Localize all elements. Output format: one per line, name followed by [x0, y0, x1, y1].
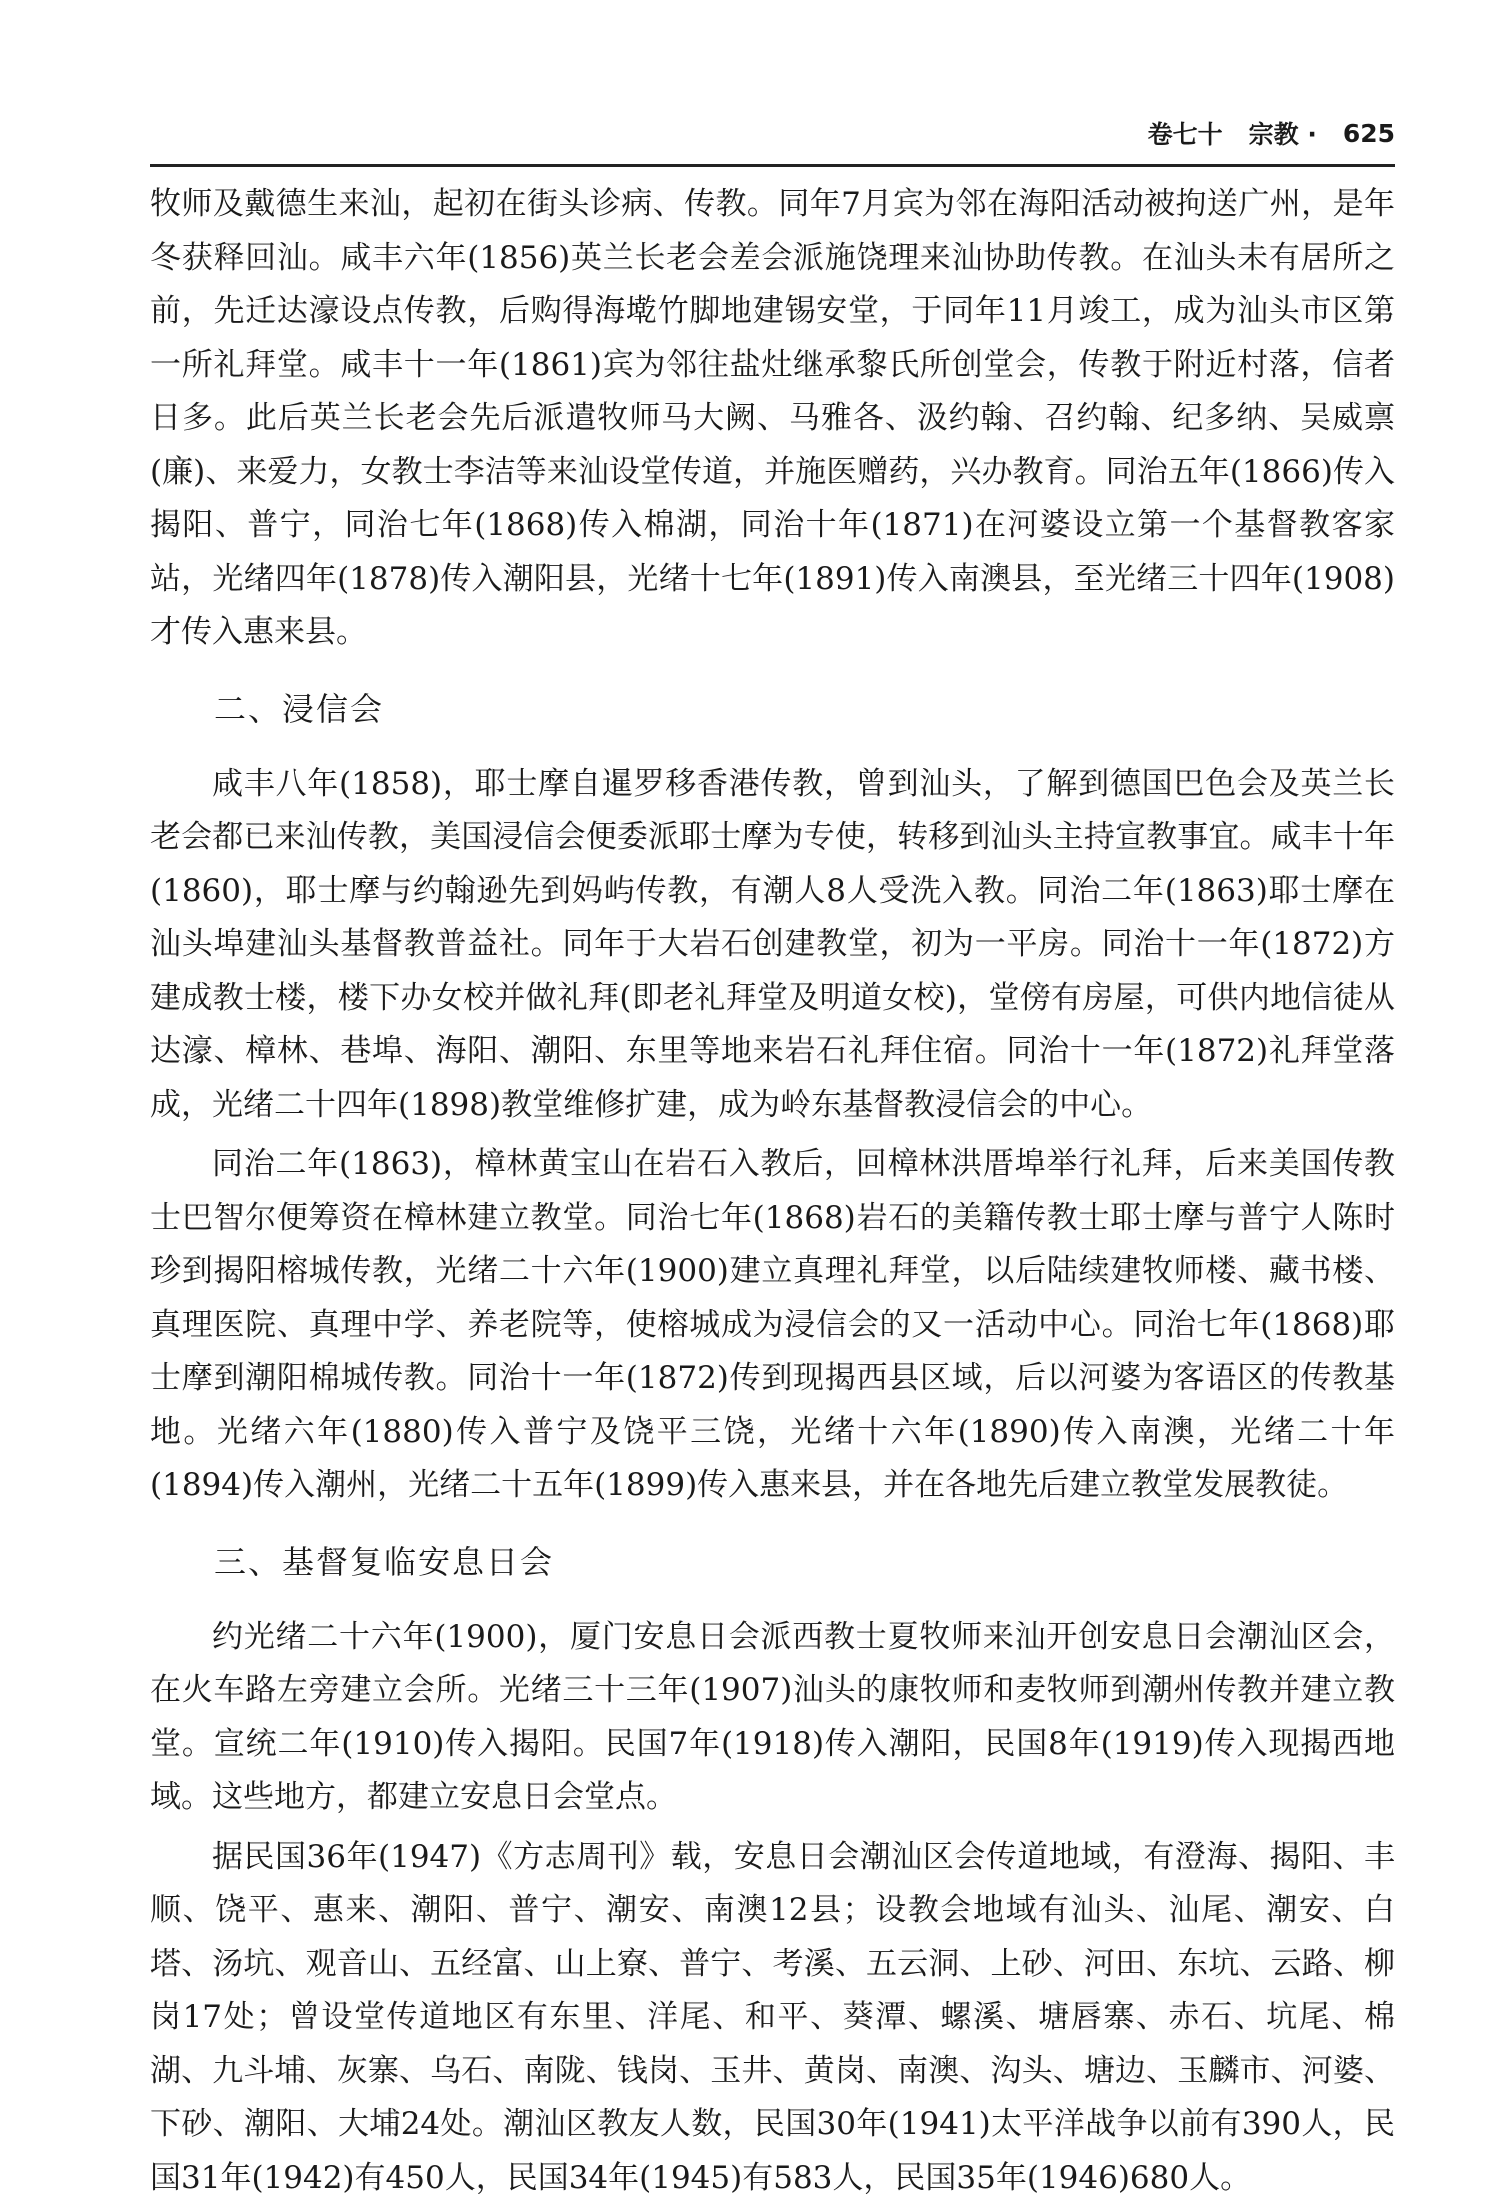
header-rule	[150, 164, 1395, 167]
paragraph-3: 同治二年(1863)，樟林黄宝山在岩石入教后，回樟林洪厝埠举行礼拜，后来美国传教士巴智尔便筹资在樟林建立教堂。同治七年(1868)岩石的美籍传教士耶士摩与普宁人陈时珍到揭阳榕城传教，光绪二十六年(1900)建立真理礼拜堂，以后陆续建牧师楼、藏书楼、真理医院、真理中学、养老院等，使榕城成为浸信会的又一活动中心。同治七年(1868)耶士摩到潮阳棉城传教。同治十一年(1872)传到现揭西县区域，后以河婆为客语区的传教基地。光绪六年(1880)传入普宁及饶平三饶，光绪十六年(1890)传入南澳，光绪二十年(1894)传入潮州，光绪二十五年(1899)传入惠来县，并在各地先后建立教堂发展教徒。	[150, 1146, 1395, 1503]
paragraph-2: 咸丰八年(1858)，耶士摩自暹罗移香港传教，曾到汕头，了解到德国巴色会及英兰长老会都已来汕传教，美国浸信会便委派耶士摩为专使，转移到汕头主持宣教事宜。咸丰十年(1860)，耶士摩与约翰逊先到妈屿传教，有潮人8人受洗入教。同治二年(1863)耶士摩在汕头埠建汕头基督教普益社。同年于大岩石创建教堂，初为一平房。同治十一年(1872)方建成教士楼，楼下办女校并做礼拜(即老礼拜堂及明道女校)，堂傍有房屋，可供内地信徒从达濠、樟林、巷埠、海阳、潮阳、东里等地来岩石礼拜住宿。同治十一年(1872)礼拜堂落成，光绪二十四年(1898)教堂维修扩建，成为岭东基督教浸信会的中心。	[150, 765, 1395, 1123]
section-heading-baptist: 二、浸信会	[214, 689, 385, 728]
section-heading-adventist: 三、基督复临安息日会	[214, 1542, 555, 1581]
paragraph-5: 据民国36年(1947)《方志周刊》载，安息日会潮汕区会传道地域，有澄海、揭阳、丰顺、饶平、惠来、潮阳、普宁、潮安、南澳12县；设教会地域有汕头、汕尾、潮安、白塔、汤坑、观音山、五经富、山上寮、普宁、考溪、五云洞、上砂、河田、东坑、云路、柳岗17处；曾设堂传道地区有东里、洋尾、和平、葵潭、螺溪、塘唇寨、赤石、坑尾、棉湖、九斗埔、灰寨、乌石、南陇、钱岗、玉井、黄岗、南澳、沟头、塘边、玉麟市、河婆、下砂、潮阳、大埔24处。潮汕区教友人数，民国30年(1941)太平洋战争以前有390人，民国31年(1942)有450人，民国34年(1945)有583人，民国35年(1946)680人。	[150, 1838, 1395, 2196]
page-number: 625	[1342, 118, 1395, 148]
paragraph-1: 牧师及戴德生来汕，起初在街头诊病、传教。同年7月宾为邻在海阳活动被拘送广州，是年冬获释回汕。咸丰六年(1856)英兰长老会差会派施饶理来汕协助传教。在汕头未有居所之前，先迁达濠设点传教，后购得海墘竹脚地建锡安堂，于同年11月竣工，成为汕头市区第一所礼拜堂。咸丰十一年(1861)宾为邻往盐灶继承黎氏所创堂会，传教于附近村落，信者日多。此后英兰长老会先后派遣牧师马大阙、马雅各、汲约翰、召约翰、纪多纳、吴威禀(廉)、来爱力，女教士李洁等来汕设堂传道，并施医赠药，兴办教育。同治五年(1866)传入揭阳、普宁，同治七年(1868)传入棉湖，同治十年(1871)在河婆设立第一个基督教客家站，光绪四年(1878)传入潮阳县，光绪十七年(1891)传入南澳县，至光绪三十四年(1908)才传入惠来县。	[150, 186, 1396, 650]
page-header	[150, 108, 1395, 158]
header-volume: 卷七十	[1147, 120, 1223, 149]
paragraph-4: 约光绪二十六年(1900)，厦门安息日会派西教士夏牧师来汕开创安息日会潮汕区会，在火车路左旁建立会所。光绪三十三年(1907)汕头的康牧师和麦牧师到潮州传教并建立教堂。宣统二年(1910)传入揭阳。民国7年(1918)传入潮阳，民国8年(1919)传入现揭西地域。这些地方，都建立安息日会堂点。	[150, 1618, 1395, 1815]
body-text	[150, 178, 1395, 2205]
header-section: 宗教 ·	[1248, 120, 1317, 149]
